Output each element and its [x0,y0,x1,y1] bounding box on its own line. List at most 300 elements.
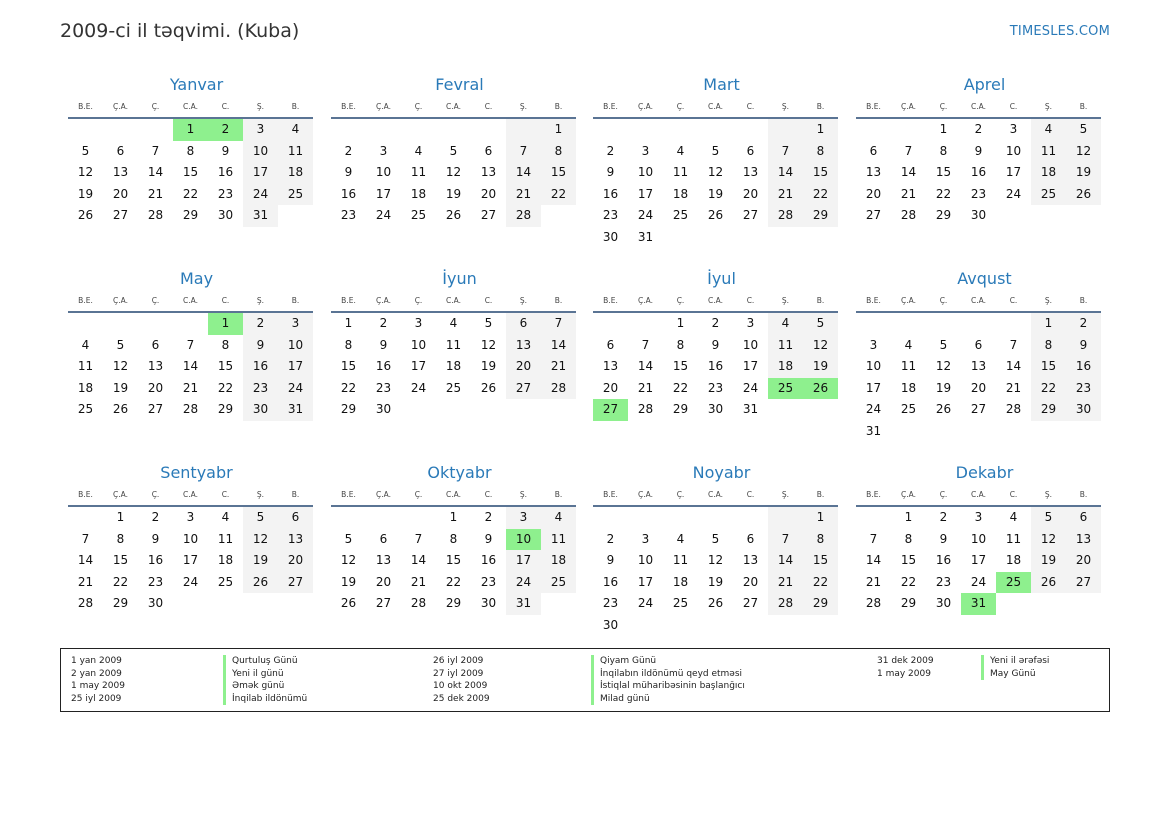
month-name: Avqust [957,269,1012,288]
empty-day-cell [506,119,541,141]
month-block [856,463,1101,615]
day-cell: 25 [672,596,689,610]
day-cell: 2 [208,119,243,141]
weekday-label: Ç. [151,102,160,111]
day-cell: 1 [676,316,685,330]
day-cell: 10 [970,531,987,546]
day-cell: 11 [217,531,234,546]
legend-date: 26 iyl 2009 [433,656,484,666]
day-grid [856,313,1101,442]
weekday-label: Ç.A. [900,296,916,305]
day-cell: 10 [637,553,654,567]
weekday-header [331,295,576,307]
day-cell: 28 [637,402,654,416]
day-cell: 21 [541,356,576,378]
day-cell: 11 [278,141,313,163]
weekday-label: C. [484,296,493,305]
legend-date: 10 okt 2009 [433,681,488,691]
legend-date: 25 iyl 2009 [71,693,122,704]
day-cell: 29 [803,205,838,227]
day-cell: 14 [865,553,882,567]
day-cell: 5 [939,337,948,352]
empty-day-cell [856,119,891,141]
day-cell: 11 [1031,141,1066,163]
weekday-label: B. [816,490,825,499]
day-cell: 4 [768,313,803,335]
legend-dates-col-2 [433,655,490,705]
day-cell: 31 [742,402,759,416]
day-grid [593,119,838,248]
day-cell: 16 [147,553,164,567]
day-cell: 8 [803,529,838,551]
empty-day-cell [926,313,961,335]
day-cell: 18 [410,186,427,201]
weekday-header [593,101,838,113]
empty-day-cell [698,119,733,141]
legend-date: 2 yan 2009 [71,668,122,679]
day-cell: 2 [151,510,160,524]
day-cell: 16 [970,165,987,179]
day-cell: 23 [480,574,497,589]
day-cell: 3 [641,531,650,546]
day-cell: 23 [970,186,987,201]
day-cell: 19 [445,186,462,201]
month-block [593,75,838,248]
month-name: Aprel [963,75,1006,94]
day-cell: 14 [182,359,199,373]
weekday-label: B.E. [341,490,356,499]
day-cell: 1 [1031,313,1066,335]
weekday-label: Ş. [519,102,528,111]
weekday-label: C. [1009,490,1018,499]
empty-day-cell [138,313,173,335]
day-cell: 3 [641,143,650,158]
day-cell: 8 [221,337,230,352]
day-cell: 30 [970,208,987,222]
day-cell: 24 [1005,186,1022,201]
weekday-label: B. [291,102,300,111]
day-cell: 10 [410,337,427,352]
day-cell: 12 [707,165,724,179]
day-cell: 28 [77,596,94,610]
day-cell: 18 [672,186,689,201]
day-cell: 23 [375,380,392,395]
day-cell: 3 [974,510,983,524]
day-cell: 1 [173,119,208,141]
day-cell: 19 [803,356,838,378]
month-name: Noyabr [692,463,751,482]
day-cell: 22 [340,380,357,395]
day-cell: 8 [449,531,458,546]
day-cell: 6 [151,337,160,352]
weekday-label: Ç.A. [375,490,391,499]
day-cell: 11 [768,335,803,357]
weekday-label: C. [221,490,230,499]
day-cell: 10 [865,359,882,373]
day-cell: 17 [278,356,313,378]
weekday-label: Ç. [414,490,423,499]
weekday-label: C.A. [707,102,723,111]
day-cell: 24 [742,380,759,395]
day-cell: 8 [541,141,576,163]
empty-day-cell [366,507,401,529]
day-cell: 22 [112,574,129,589]
day-cell: 20 [1066,550,1101,572]
day-cell: 12 [480,337,497,352]
day-cell: 17 [243,162,278,184]
weekday-label: Ç. [151,490,160,499]
legend-holiday-name: İnqilabın ildönümü qeyd etməsi [591,668,745,681]
day-cell: 12 [707,553,724,567]
weekday-label: C.A. [445,490,461,499]
weekday-label: B.E. [603,296,618,305]
day-cell: 28 [768,593,803,615]
weekday-label: Ş. [781,296,790,305]
day-grid [856,119,1101,227]
day-cell: 6 [484,143,493,158]
day-cell: 6 [379,531,388,546]
empty-day-cell [366,119,401,141]
empty-day-cell [663,119,698,141]
day-cell: 9 [221,143,230,158]
day-cell: 22 [445,574,462,589]
day-cell: 30 [935,596,952,610]
month-name: İyun [442,269,477,288]
day-cell: 13 [602,359,619,373]
month-block [68,463,313,615]
day-cell: 3 [278,313,313,335]
day-cell: 14 [900,165,917,179]
day-cell: 15 [803,162,838,184]
day-cell: 9 [484,531,493,546]
day-cell: 12 [243,529,278,551]
day-cell: 15 [112,553,129,567]
legend-holiday-name: Qiyam Günü [591,655,745,668]
weekday-label: B. [291,296,300,305]
day-cell: 1 [449,510,458,524]
day-cell: 4 [541,507,576,529]
day-cell: 25 [996,572,1031,594]
day-cell: 19 [1031,550,1066,572]
day-cell: 7 [186,337,195,352]
legend-names-col-1 [223,655,307,705]
weekday-label: B. [554,102,563,111]
day-cell: 16 [243,356,278,378]
day-cell: 28 [1005,402,1022,416]
weekday-header [68,101,313,113]
day-cell: 10 [506,529,541,551]
day-cell: 2 [1066,313,1101,335]
day-cell: 3 [414,316,423,330]
day-cell: 3 [506,507,541,529]
empty-day-cell [331,507,366,529]
day-cell: 11 [1005,531,1022,546]
weekday-label: Ç. [939,490,948,499]
day-cell: 2 [711,316,720,330]
day-cell: 21 [410,574,427,589]
day-cell: 2 [243,313,278,335]
day-cell: 26 [1066,184,1101,206]
day-cell: 18 [1005,553,1022,567]
day-cell: 5 [344,531,353,546]
day-cell: 30 [375,402,392,416]
day-cell: 2 [974,122,983,136]
weekday-header [856,489,1101,501]
day-cell: 20 [278,550,313,572]
day-cell: 30 [147,596,164,610]
legend-date: 27 iyl 2009 [433,668,484,679]
empty-day-cell [68,313,103,335]
empty-day-cell [68,119,103,141]
legend-date: 1 yan 2009 [71,656,122,666]
day-cell: 1 [904,510,913,524]
day-cell: 21 [1005,380,1022,395]
day-cell: 20 [375,574,392,589]
day-cell: 1 [939,122,948,136]
day-cell: 2 [379,316,388,330]
day-cell: 31 [961,593,996,615]
day-cell: 4 [1009,510,1018,524]
empty-day-cell [401,507,436,529]
day-cell: 11 [541,529,576,551]
day-cell: 21 [768,184,803,206]
weekday-label: C. [484,490,493,499]
day-grid [68,119,313,227]
day-cell: 15 [445,553,462,567]
day-cell: 20 [602,380,619,395]
day-cell: 29 [112,596,129,610]
weekday-label: B.E. [603,102,618,111]
day-cell: 8 [676,337,685,352]
day-cell: 25 [541,572,576,594]
day-grid [331,119,576,227]
month-block [331,269,576,421]
day-cell: 22 [182,186,199,201]
legend-names-col-3 [981,655,1049,680]
day-cell: 1 [344,316,353,330]
weekday-label: B.E. [341,102,356,111]
weekday-header [68,295,313,307]
day-cell: 1 [208,313,243,335]
day-grid [331,507,576,615]
day-cell: 28 [900,208,917,222]
day-cell: 6 [506,313,541,335]
empty-day-cell [733,507,768,529]
day-cell: 22 [541,184,576,206]
weekday-label: Ç. [939,102,948,111]
day-cell: 14 [1005,359,1022,373]
day-cell: 16 [480,553,497,567]
day-cell: 13 [742,553,759,567]
day-cell: 27 [278,572,313,594]
day-cell: 11 [672,165,689,179]
day-cell: 1 [803,119,838,141]
day-cell: 25 [445,380,462,395]
day-cell: 22 [900,574,917,589]
empty-day-cell [331,119,366,141]
day-cell: 7 [641,337,650,352]
weekday-label: B. [1079,490,1088,499]
weekday-label: C. [484,102,493,111]
day-cell: 23 [602,596,619,610]
day-cell: 1 [116,510,125,524]
empty-day-cell [733,119,768,141]
weekday-label: C. [1009,102,1018,111]
day-cell: 17 [1005,165,1022,179]
day-cell: 20 [480,186,497,201]
day-cell: 18 [278,162,313,184]
day-cell: 26 [803,378,838,400]
day-cell: 27 [742,208,759,222]
weekday-label: Ç.A. [375,102,391,111]
day-cell: 23 [707,380,724,395]
day-cell: 6 [606,337,615,352]
empty-day-cell [856,313,891,335]
day-cell: 20 [742,186,759,201]
day-cell: 7 [1009,337,1018,352]
day-cell: 5 [711,143,720,158]
day-cell: 13 [1066,529,1101,551]
day-cell: 21 [768,572,803,594]
day-cell: 15 [672,359,689,373]
day-cell: 9 [939,531,948,546]
weekday-header [331,101,576,113]
day-cell: 17 [742,359,759,373]
empty-day-cell [961,313,996,335]
weekday-label: C. [746,102,755,111]
empty-day-cell [698,507,733,529]
empty-day-cell [663,507,698,529]
day-cell: 17 [637,574,654,589]
day-cell: 18 [77,380,94,395]
day-cell: 25 [768,378,803,400]
day-cell: 27 [970,402,987,416]
day-cell: 12 [340,553,357,567]
weekday-label: B.E. [78,490,93,499]
day-cell: 19 [1066,162,1101,184]
day-cell: 3 [243,119,278,141]
weekday-label: C. [1009,296,1018,305]
day-cell: 4 [221,510,230,524]
day-cell: 11 [445,337,462,352]
day-cell: 26 [480,380,497,395]
day-cell: 8 [803,141,838,163]
day-cell: 13 [970,359,987,373]
day-cell: 24 [970,574,987,589]
month-block [331,463,576,615]
weekday-label: Ş. [256,296,265,305]
day-grid [331,313,576,421]
month-name: Yanvar [169,75,224,94]
month-block [856,269,1101,442]
weekday-label: C.A. [970,296,986,305]
day-cell: 3 [869,337,878,352]
day-cell: 12 [935,359,952,373]
day-cell: 5 [803,313,838,335]
brand-link[interactable]: TIMESLES.COM [1009,24,1110,39]
weekday-label: Ç. [676,296,685,305]
day-cell: 13 [147,359,164,373]
weekday-header [68,489,313,501]
weekday-header [856,101,1101,113]
day-cell: 7 [151,143,160,158]
empty-day-cell [996,313,1031,335]
weekday-label: Ç.A. [900,102,916,111]
day-cell: 29 [935,208,952,222]
day-cell: 23 [340,208,357,222]
day-cell: 25 [410,208,427,222]
legend-date: 1 may 2009 [877,668,931,679]
day-cell: 16 [1066,356,1101,378]
day-cell: 29 [182,208,199,222]
day-cell: 21 [182,380,199,395]
day-cell: 9 [379,337,388,352]
day-cell: 10 [637,165,654,179]
day-cell: 23 [217,186,234,201]
weekday-label: B. [291,490,300,499]
weekday-label: C.A. [970,102,986,111]
day-cell: 26 [340,596,357,610]
day-cell: 6 [869,143,878,158]
day-cell: 6 [1066,507,1101,529]
day-grid [593,313,838,421]
day-cell: 28 [506,205,541,227]
weekday-label: C.A. [182,490,198,499]
day-cell: 19 [707,574,724,589]
empty-day-cell [593,507,628,529]
day-cell: 22 [803,572,838,594]
empty-day-cell [103,313,138,335]
day-cell: 22 [935,186,952,201]
day-cell: 27 [593,399,628,421]
month-name: May [179,269,214,288]
day-cell: 15 [900,553,917,567]
weekday-label: B. [816,296,825,305]
empty-day-cell [68,507,103,529]
day-cell: 24 [637,208,654,222]
day-cell: 2 [344,143,353,158]
day-cell: 13 [742,165,759,179]
month-name: Fevral [435,75,484,94]
legend-holiday-name: Yeni il ərəfəsi [981,655,1049,668]
day-cell: 5 [484,316,493,330]
day-cell: 8 [904,531,913,546]
empty-day-cell [628,119,663,141]
day-cell: 14 [637,359,654,373]
day-cell: 25 [672,208,689,222]
day-cell: 29 [1031,399,1066,421]
day-cell: 30 [1066,399,1101,421]
day-cell: 12 [112,359,129,373]
day-cell: 16 [375,359,392,373]
day-cell: 9 [606,553,615,567]
weekday-label: Ç.A. [637,102,653,111]
weekday-header [856,295,1101,307]
month-name: Mart [703,75,740,94]
day-cell: 7 [869,531,878,546]
day-cell: 27 [112,208,129,222]
day-cell: 6 [278,507,313,529]
day-cell: 23 [1066,378,1101,400]
weekday-label: Ş. [781,490,790,499]
day-cell: 10 [278,335,313,357]
weekday-label: Ç.A. [112,490,128,499]
legend-dates-col-3 [877,655,934,680]
day-cell: 28 [541,378,576,400]
day-cell: 25 [1031,184,1066,206]
day-cell: 24 [410,380,427,395]
day-cell: 17 [970,553,987,567]
